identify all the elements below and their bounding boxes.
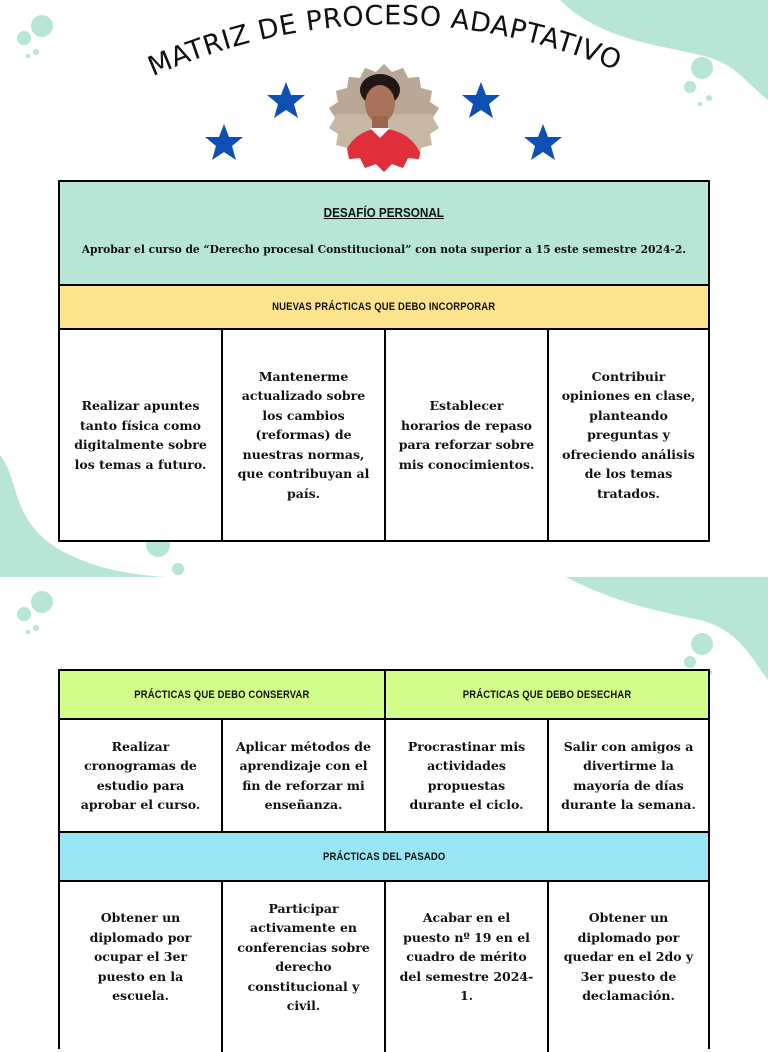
pasado-item: Acabar en el puesto nº 19 en el cuadro de mérito del semestre 2024-1. xyxy=(399,910,534,1004)
desechar-item: Salir con amigos a divertirme la mayoría de días durante la semana. xyxy=(561,738,696,812)
nuevas-item: Establecer horarios de repaso para reforzar sobre mis conocimientos. xyxy=(398,398,535,472)
nuevas-header xyxy=(60,286,708,328)
pasado-item: Obtener un diplomado por quedar en el 2do y 3er puesto de declamación. xyxy=(563,910,694,1004)
nuevas-item: Mantenerme actualizado sobre los cambios (reformas) de nuestras normas, que contribuyan al país. xyxy=(237,368,370,501)
pasado-header xyxy=(60,833,708,880)
desechar-heading: PRÁCTICAS QUE DEBO DESECHAR xyxy=(462,688,632,701)
pasado-heading: PRÁCTICAS DEL PASADO xyxy=(322,850,446,863)
conservar-heading: PRÁCTICAS QUE DEBO CONSERVAR xyxy=(134,688,310,701)
profile-photo xyxy=(328,64,440,176)
desechar-header xyxy=(386,671,708,718)
desafio-section xyxy=(60,182,708,284)
conservar-item: Aplicar métodos de aprendizaje con el fin de reforzar mi enseñanza. xyxy=(235,738,372,812)
desafio-heading: DESAFÍO PERSONAL xyxy=(323,204,445,220)
conservar-header xyxy=(60,671,384,718)
nuevas-item: Contribuir opiniones en clase, planteando preguntas y ofreciendo análisis de los temas tratados. xyxy=(561,368,696,501)
star-icon xyxy=(204,123,244,161)
star-icon xyxy=(461,81,501,119)
matrix-table-bottom xyxy=(58,669,710,1049)
pasado-item: Participar activamente en conferencias sobre derecho constitucional y civil. xyxy=(237,900,370,1013)
page-title: MATRIZ DE PROCESO ADAPTATIVO xyxy=(143,0,626,83)
right-second-blob xyxy=(566,577,768,680)
conservar-item: Realizar cronogramas de estudio para aprobar el curso. xyxy=(80,738,201,812)
desechar-item: Procrastinar mis actividades propuestas durante el ciclo. xyxy=(407,738,526,812)
nuevas-item: Realizar apuntes tanto física como digitalmente sobre los temas a futuro. xyxy=(74,398,207,472)
desafio-text: Aprobar el curso de “Derecho procesal Constitucional” con nota superior a 15 este semestre 2024-2. xyxy=(81,241,687,256)
pasado-item: Obtener un diplomado por ocupar el 3er puesto en la escuela. xyxy=(89,910,192,1004)
star-icon xyxy=(266,81,306,119)
nuevas-heading: NUEVAS PRÁCTICAS QUE DEBO INCORPORAR xyxy=(272,301,496,313)
matrix-table-top xyxy=(58,180,710,542)
star-icon xyxy=(523,123,563,161)
